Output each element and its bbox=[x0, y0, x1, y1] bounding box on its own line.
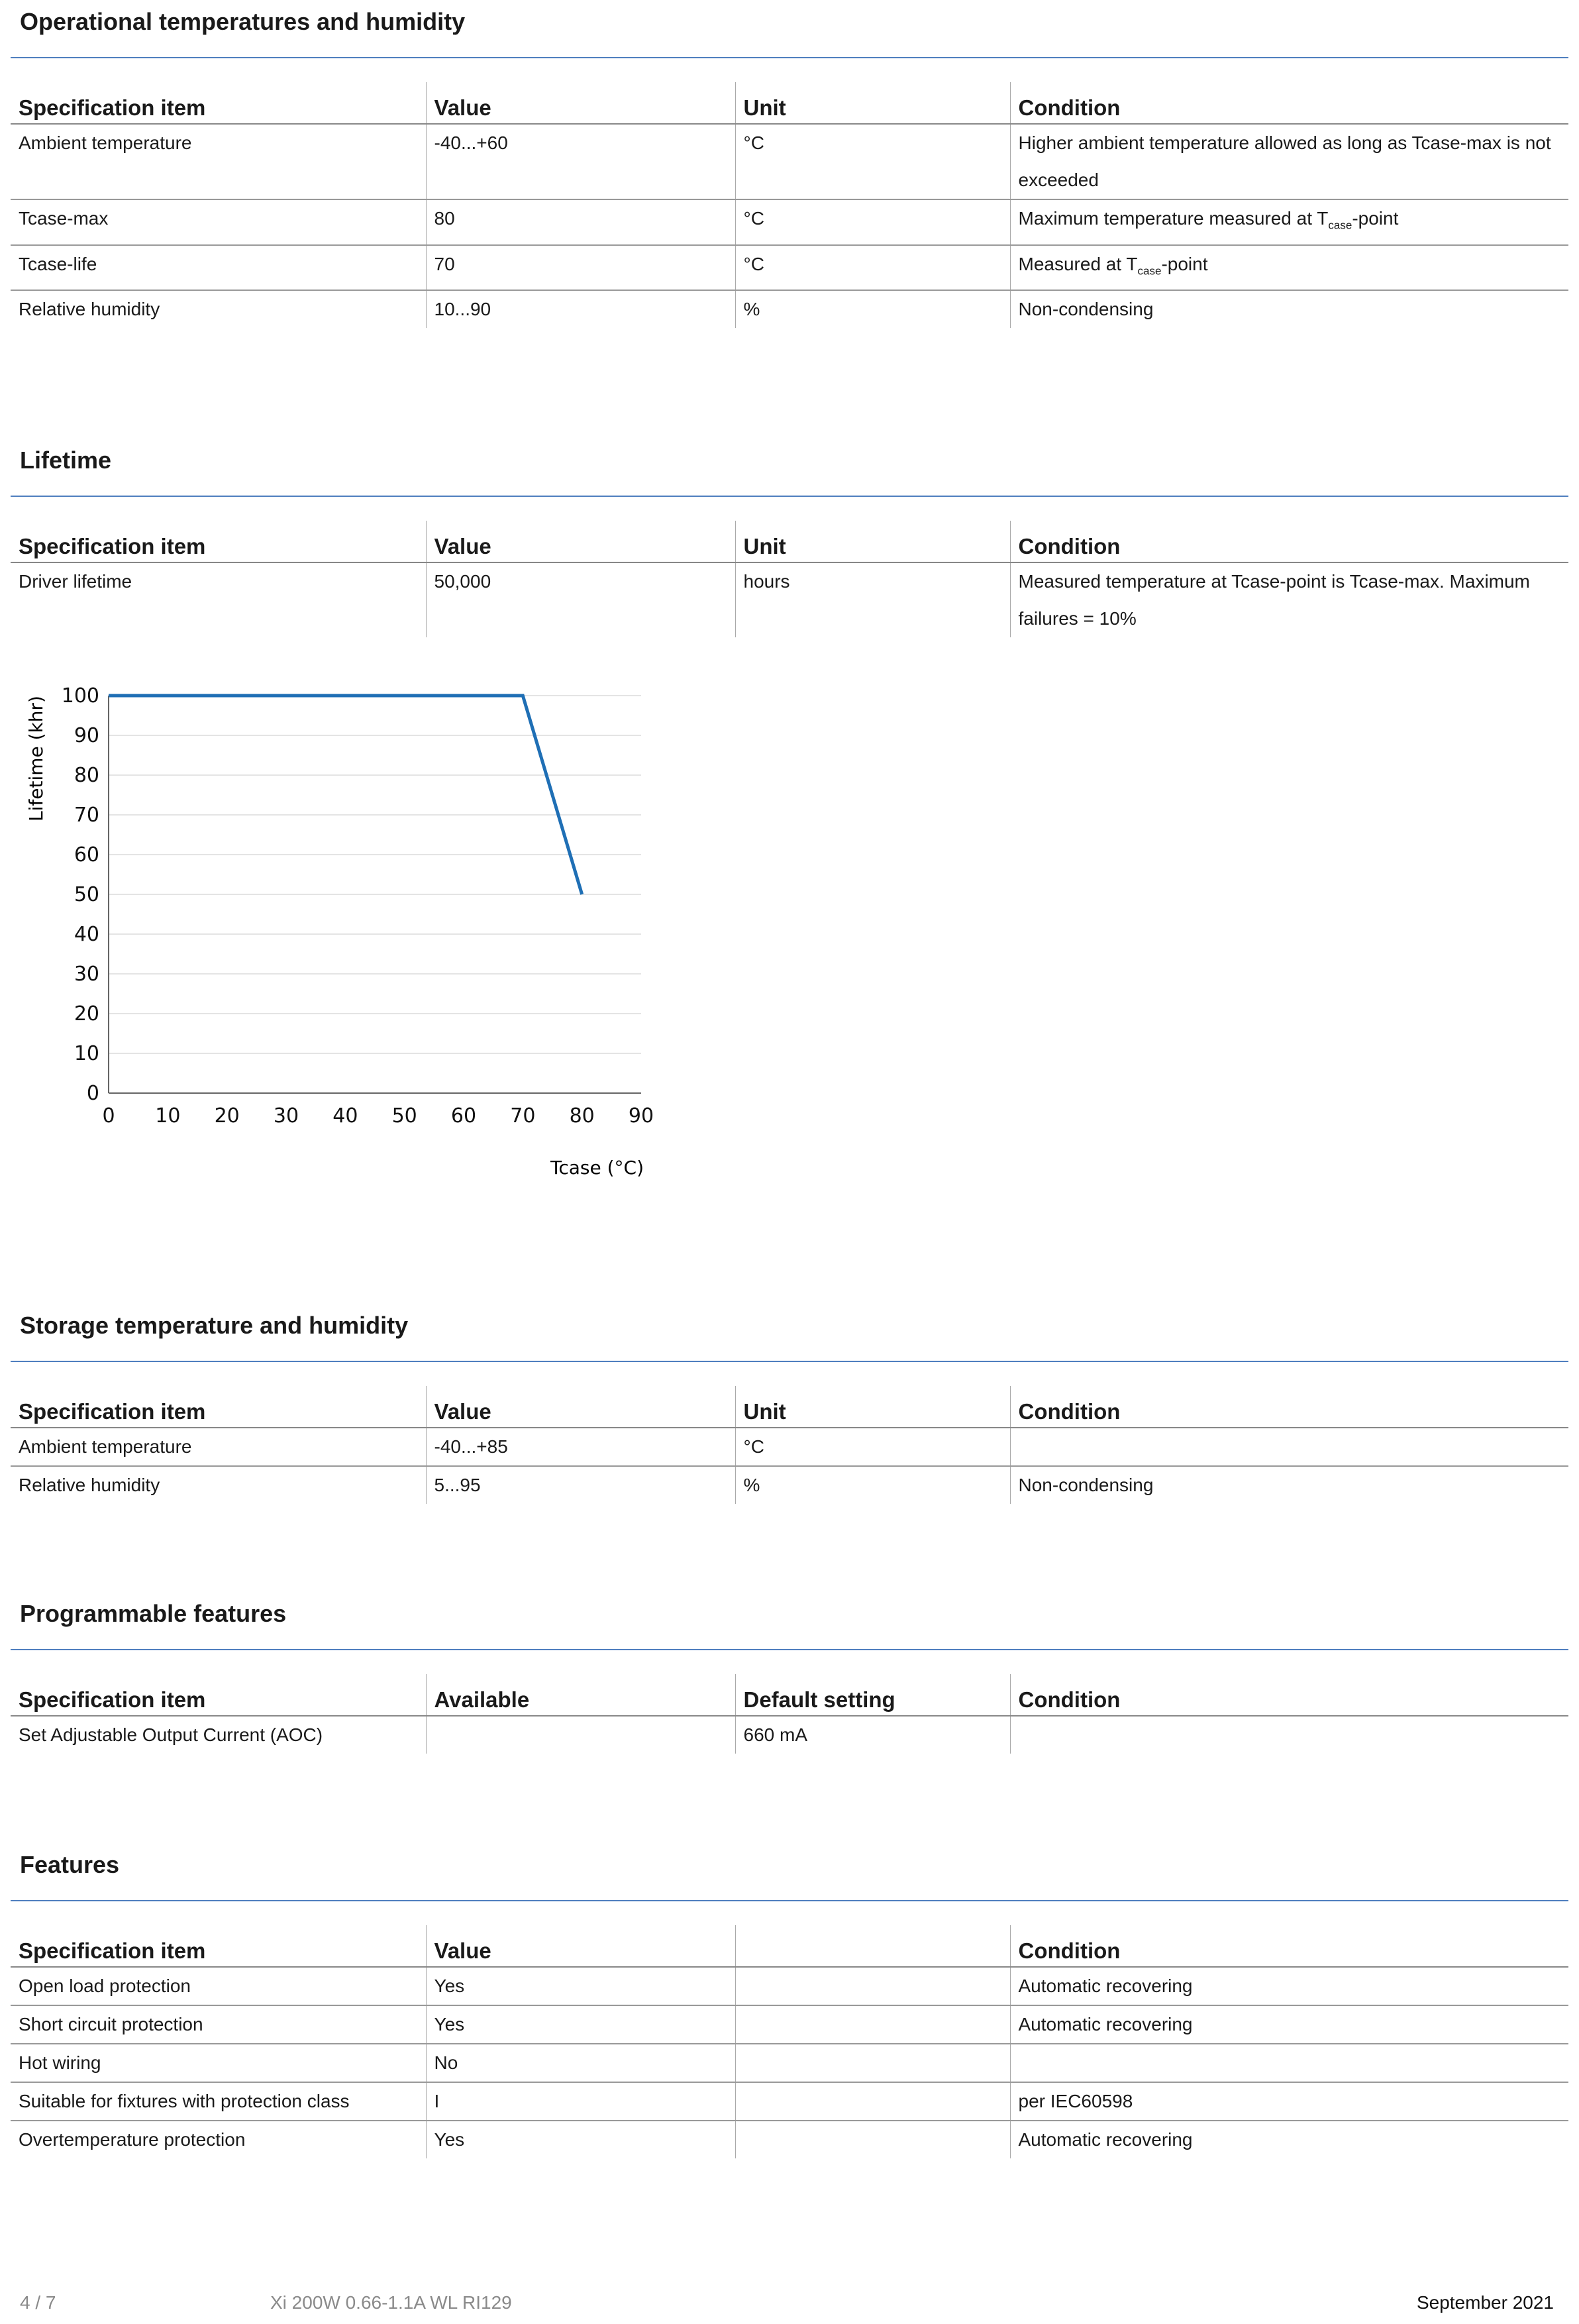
x-tick-label: 80 bbox=[569, 1104, 595, 1128]
table-cell: Suitable for fixtures with protection class bbox=[11, 2082, 426, 2121]
table-row bbox=[11, 1466, 1568, 1504]
storage-table bbox=[11, 1386, 1568, 1504]
table-cell: Ambient temperature bbox=[11, 1428, 426, 1466]
y-tick-label: 80 bbox=[74, 764, 99, 787]
col-header: Default setting bbox=[735, 1674, 1010, 1716]
y-axis-label: Lifetime (khr) bbox=[25, 696, 47, 821]
y-tick-label: 70 bbox=[74, 804, 99, 827]
chart-grid bbox=[109, 696, 641, 1093]
table-cell: °C bbox=[735, 245, 1010, 291]
table-cell bbox=[426, 1716, 735, 1754]
features-table bbox=[11, 1925, 1568, 2158]
y-tick-label: 10 bbox=[74, 1042, 99, 1065]
table-cell: 50,000 bbox=[426, 562, 735, 637]
x-tick-labels bbox=[102, 1104, 654, 1128]
section-title: Programmable features bbox=[20, 1600, 287, 1627]
x-axis-label: Tcase (°C) bbox=[550, 1157, 644, 1179]
section-title: Operational temperatures and humidity bbox=[20, 8, 466, 35]
table-cell: 660 mA bbox=[735, 1716, 1010, 1754]
table-cell bbox=[735, 2121, 1010, 2158]
section-divider bbox=[11, 496, 1568, 497]
table-row bbox=[11, 1967, 1568, 2005]
table-cell: °C bbox=[735, 124, 1010, 199]
table-cell: Overtemperature protection bbox=[19, 2129, 246, 2150]
col-header: Condition bbox=[1010, 1674, 1568, 1716]
table-cell: Yes bbox=[426, 2005, 735, 2044]
col-header: Specification item bbox=[11, 521, 426, 562]
y-tick-label: 90 bbox=[74, 724, 99, 747]
table-cell: Measured at $T_{case}$-point bbox=[1010, 245, 1568, 291]
table-cell: No bbox=[426, 2044, 735, 2082]
lifetime-table bbox=[11, 521, 1568, 637]
table-cell: °C bbox=[735, 199, 1010, 245]
table-cell: Non-condensing bbox=[1010, 1466, 1568, 1504]
table-cell: Hot wiring bbox=[11, 2044, 426, 2082]
table-row bbox=[11, 124, 1568, 199]
publication-date: September 2021 bbox=[1416, 2292, 1554, 2313]
col-header bbox=[735, 1925, 1010, 1967]
table-cell: 10...90 bbox=[426, 290, 735, 328]
x-tick-label: 10 bbox=[155, 1104, 181, 1128]
series-line bbox=[109, 696, 582, 894]
y-tick-label: 20 bbox=[74, 1002, 99, 1026]
y-tick-label: 60 bbox=[74, 843, 99, 867]
table-cell: Automatic recovering bbox=[1010, 1967, 1568, 2005]
col-header: Condition bbox=[1010, 521, 1568, 562]
col-header: Value bbox=[426, 1386, 735, 1428]
table-cell: Relative humidity bbox=[19, 299, 160, 320]
table-row bbox=[11, 2044, 1568, 2082]
col-header: Unit bbox=[735, 82, 1010, 124]
table-cell: Yes bbox=[426, 1967, 735, 2005]
table-cell: 80 bbox=[426, 199, 735, 245]
table-cell: % bbox=[735, 290, 1010, 328]
table-cell bbox=[735, 2044, 1010, 2082]
table-row bbox=[11, 1428, 1568, 1466]
table-cell: Yes bbox=[426, 2121, 735, 2158]
table-cell: Measured temperature at Tcase-point is Tcase-max. Maximum failures = 10% bbox=[1010, 562, 1568, 637]
table-row bbox=[11, 1716, 1568, 1754]
table-cell: Tcase-max bbox=[11, 199, 426, 245]
table-cell: Open load protection bbox=[11, 1967, 426, 2005]
table-cell: Automatic recovering bbox=[1010, 2121, 1568, 2158]
table-row bbox=[11, 562, 1568, 637]
col-header: Specification item bbox=[11, 1674, 426, 1716]
table-cell: Non-condensing bbox=[1010, 290, 1568, 328]
table-cell: Automatic recovering bbox=[1010, 2005, 1568, 2044]
section-title: Storage temperature and humidity bbox=[20, 1312, 409, 1339]
table-row bbox=[11, 245, 1568, 291]
table-cell: 70 bbox=[426, 245, 735, 291]
table-cell: Tcase-life bbox=[11, 245, 426, 291]
col-header: Unit bbox=[735, 1386, 1010, 1428]
y-tick-label: 50 bbox=[74, 883, 99, 906]
table-row bbox=[11, 2005, 1568, 2044]
x-tick-label: 0 bbox=[102, 1104, 115, 1128]
operational-table bbox=[11, 82, 1568, 328]
table-cell: % bbox=[735, 1466, 1010, 1504]
table-row bbox=[11, 2121, 1568, 2158]
x-tick-label: 90 bbox=[628, 1104, 654, 1128]
table-cell: hours bbox=[735, 562, 1010, 637]
col-header: Specification item bbox=[11, 1386, 426, 1428]
col-header: Value bbox=[426, 82, 735, 124]
y-tick-label: 0 bbox=[86, 1082, 99, 1105]
table-row bbox=[11, 2082, 1568, 2121]
programmable-table bbox=[11, 1674, 1568, 1754]
table-cell: -40...+60 bbox=[426, 124, 735, 199]
x-tick-label: 30 bbox=[273, 1104, 299, 1128]
table-cell: Driver lifetime bbox=[19, 571, 132, 592]
col-header: Specification item bbox=[11, 82, 426, 124]
table-cell: Maximum temperature measured at $T_{case}$-point bbox=[1010, 199, 1568, 245]
col-header: Available bbox=[426, 1674, 735, 1716]
y-tick-labels bbox=[62, 684, 99, 1105]
table-cell: Ambient temperature bbox=[11, 124, 426, 199]
x-tick-label: 40 bbox=[332, 1104, 358, 1128]
table-row bbox=[11, 290, 1568, 328]
lifetime-chart bbox=[20, 676, 682, 1192]
section-divider bbox=[11, 1649, 1568, 1650]
table-cell bbox=[1010, 2044, 1568, 2082]
col-header: Unit bbox=[735, 521, 1010, 562]
table-cell: Higher ambient temperature allowed as long as Tcase-max is not exceeded bbox=[1010, 124, 1568, 199]
section-divider bbox=[11, 1361, 1568, 1362]
table-cell: -40...+85 bbox=[426, 1428, 735, 1466]
table-cell: Short circuit protection bbox=[11, 2005, 426, 2044]
y-tick-label: 100 bbox=[61, 684, 99, 708]
table-row bbox=[11, 199, 1568, 245]
section-divider bbox=[11, 57, 1568, 58]
x-tick-label: 50 bbox=[391, 1104, 417, 1128]
section-title: Features bbox=[20, 1851, 120, 1878]
table-cell: °C bbox=[735, 1428, 1010, 1466]
x-tick-label: 20 bbox=[214, 1104, 240, 1128]
col-header: Condition bbox=[1010, 1386, 1568, 1428]
section-divider bbox=[11, 1900, 1568, 1901]
col-header: Condition bbox=[1010, 82, 1568, 124]
y-tick-label: 30 bbox=[74, 963, 99, 986]
table-cell: Relative humidity bbox=[19, 1475, 160, 1495]
table-cell bbox=[1010, 1716, 1568, 1754]
table-cell bbox=[735, 1967, 1010, 2005]
table-cell bbox=[735, 2082, 1010, 2121]
table-cell: Set Adjustable Output Current (AOC) bbox=[19, 1724, 323, 1745]
table-cell bbox=[1010, 1428, 1568, 1466]
x-tick-label: 70 bbox=[510, 1104, 536, 1128]
x-tick-label: 60 bbox=[450, 1104, 477, 1128]
table-cell: per IEC60598 bbox=[1010, 2082, 1568, 2121]
table-cell: I bbox=[426, 2082, 735, 2121]
table-cell bbox=[735, 2005, 1010, 2044]
col-header: Value bbox=[426, 1925, 735, 1967]
col-header: Specification item bbox=[11, 1925, 426, 1967]
page-number: 4 / 7 bbox=[20, 2292, 56, 2313]
table-cell: 5...95 bbox=[426, 1466, 735, 1504]
col-header: Value bbox=[426, 521, 735, 562]
y-tick-label: 40 bbox=[74, 923, 99, 946]
product-name: Xi 200W 0.66-1.1A WL RI129 bbox=[270, 2292, 512, 2313]
section-title: Lifetime bbox=[20, 447, 112, 474]
col-header: Condition bbox=[1010, 1925, 1568, 1967]
